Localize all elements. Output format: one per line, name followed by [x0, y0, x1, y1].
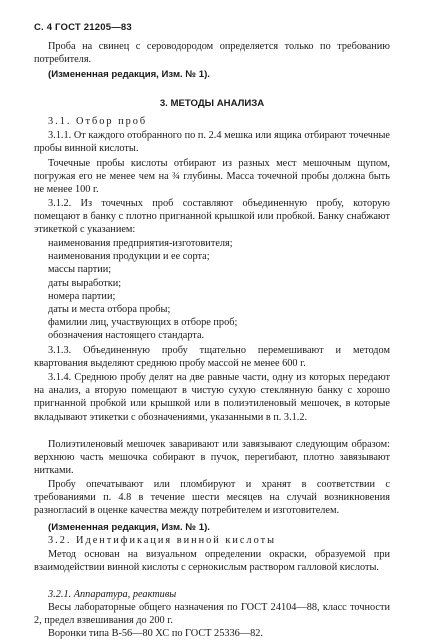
paragraph-3-2-1: Весы лабораторные общего назначения по ГОСТ 24104—88, класс точности 2, предел взвешивания до 200 г. [34, 602, 390, 627]
paragraph-3-1-4: 3.1.4. Среднюю пробу делят на две равные части, одну из которых передают на анализ, а вторую помещают в чистую сухую стеклянную банку с хорошо пригнанной пробкой или крышкой или в полиэтиленовый мешочек, в которые вкладывают этикетки с обозначениями, указанными в п. 3.1.2. [34, 372, 390, 423]
list-item: даты и места отбора пробы; [48, 304, 171, 316]
intro-paragraph: Проба на свинец с сероводородом определяется только по требованию потребителя. [34, 41, 390, 66]
page-header: С. 4 ГОСТ 21205—83 [34, 22, 132, 33]
list-item: массы партии; [48, 264, 112, 276]
list-item: номера партии; [48, 290, 116, 302]
paragraph-3-1-1: 3.1.1. От каждого отобранного по п. 2.4 мешка или ящика отбирают точечные пробы винной кислоты. [34, 130, 390, 155]
list-item: даты выработки; [48, 277, 122, 289]
paragraph-3-1-4-b: Полиэтиленовый мешочек заваривают или завязывают следующим образом: верхнюю часть мешочка собирают в пучок, перегибают, плотно завязывают нитками. [34, 439, 390, 477]
paragraph-3-2: Метод основан на визуальном определении окраски, образуемой при взаимодействии винной кислоты с сернокислым раствором галловой кислоты. [34, 549, 390, 574]
change-note: (Измененная редакция, Изм. № 1). [48, 522, 210, 533]
list-item: фамилии лиц, участвующих в отборе проб; [48, 317, 238, 329]
subsection-heading: 3.2.1. Аппаратура, реактивы [48, 589, 177, 600]
list-item: наименования продукции и ее сорта; [48, 251, 210, 263]
list-item: наименования предприятия-изготовителя; [48, 238, 233, 249]
section-title: 3. МЕТОДЫ АНАЛИЗА [159, 98, 265, 109]
paragraph-3-1-1-b: Точечные пробы кислоты отбирают из разных мест мешочным щупом, погружая его не менее чем на ¾ глубины. Масса точечной пробы должна быть не менее 100 г. [34, 158, 390, 196]
change-note: (Измененная редакция, Изм. № 1). [48, 69, 210, 80]
label-list [34, 237, 390, 343]
paragraph-3-1-3: 3.1.3. Объединенную пробу тщательно перемешивают и методом квартования выделяют среднюю пробу массой не менее 600 г. [34, 345, 390, 370]
subsection-heading: 3.1. Отбор проб [48, 116, 148, 127]
paragraph-3-1-2: 3.1.2. Из точечных проб составляют объединенную пробу, которую помещают в банку с плотно пригнанной крышкой или пробкой. Банку снабжают этикеткой с указанием: [34, 198, 390, 236]
paragraph-3-2-1-b: Воронки типа В-56—80 ХС по ГОСТ 25336—82. [48, 628, 263, 639]
paragraph-3-1-4-c: Пробу опечатывают или пломбируют и хранят в соответствии с требованиями п. 4.8 в течение шести месяцев на случай возникновения разногласий в оценке качества между потребителем и изготовителем. [34, 479, 390, 517]
list-item: обозначения настоящего стандарта. [48, 330, 205, 342]
subsection-heading: 3.2. Идентификация винной кислоты [48, 535, 276, 546]
